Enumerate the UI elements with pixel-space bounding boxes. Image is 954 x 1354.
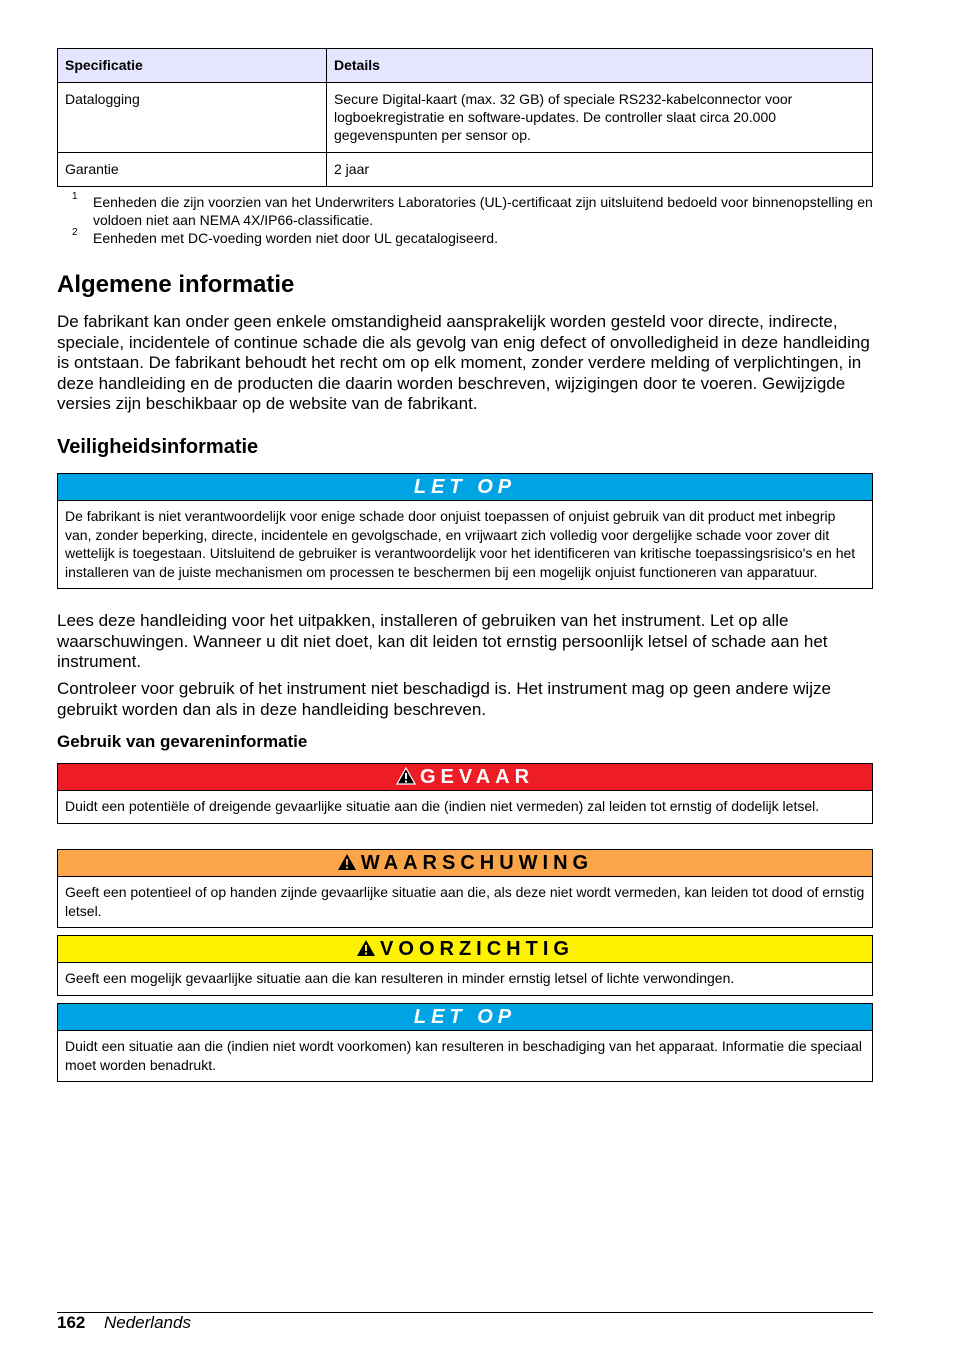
warning-box: [57, 849, 873, 928]
safety-paragraph: Controleer voor gebruik of het instrument niet beschadigd is. Het instrument mag op geen andere wijze gebruikt worden dan als in deze handleiding beschreven.: [57, 679, 831, 719]
caution-box: [57, 935, 873, 996]
warning-title: WAARSCHUWING: [360, 852, 594, 874]
warning-triangle-icon: [396, 767, 416, 785]
section-heading-hazard: Gebruik van gevareninformatie: [57, 732, 308, 751]
section-heading-safety: Veiligheidsinformatie: [57, 436, 259, 458]
notice-header: LET OP: [58, 1004, 872, 1031]
table-header-cell: Details: [327, 49, 873, 83]
footnote-text: Eenheden met DC-voeding worden niet door UL gecatalogiseerd.: [93, 230, 498, 246]
footnote-text: Eenheden die zijn voorzien van het Underwriters Laboratories (UL)-certificaat zijn uitsluitend bedoeld voor binnenopstelling en voldoen niet aan NEMA 4X/IP66-classificatie.: [93, 194, 873, 228]
notice-text: De fabrikant is niet verantwoordelijk voor enige schade door onjuist toepassen of onjuist gebruik van dit product met inbegrip van, zonder beperking, directe, incidentele en gevolgschade, en vrijwaart zich volledig voor dergelijke schade voor zover dit wettelijk is toegestaan. Uitsluitend de gebruiker is verantwoordelijk voor het identificeren van kritische toepassingsrisico's en het installeren van de juiste mechanismen om processen te beschermen bij een mogelijk onjuist functioneren van apparatuur.: [65, 508, 856, 580]
table-cell: Garantie: [58, 153, 327, 187]
general-paragraph: De fabrikant kan onder geen enkele omstandigheid aansprakelijk worden gesteld voor directe, indirecte, speciale, incidentele of continue schade die als gevolg van enig defect of onvolledigheid in deze handleiding is ontstaan. De fabrikant behoudt het recht om op elk moment, zonder verdere melding of verplichtingen, in deze handleiding en de producten die daarin worden beschreven, wijzigingen door te voeren. Gewijzigde versies zijn beschikbaar op de website van de fabrikant.: [57, 312, 870, 414]
table-cell: Datalogging: [58, 83, 327, 153]
table-header-row: [58, 49, 873, 83]
warning-text: Geeft een potentieel of op handen zijnde gevaarlijke situatie aan die, als deze niet wordt vermeden, kan leiden tot dood of ernstig letsel.: [65, 884, 865, 919]
table-cell: 2 jaar: [327, 153, 873, 187]
footnote: [57, 193, 873, 229]
warning-header: [58, 850, 872, 877]
table-row: [58, 153, 873, 187]
footnote: [57, 229, 873, 247]
notice-header: LET OP: [58, 474, 872, 501]
footer-language: Nederlands: [104, 1313, 191, 1332]
footnote-number: 2: [72, 227, 78, 238]
footnote-number: 1: [72, 191, 78, 202]
footnotes: [57, 193, 873, 247]
warning-triangle-icon: [356, 939, 376, 957]
table-cell: Secure Digital-kaart (max. 32 GB) of speciale RS232-kabelconnector voor logboekregistratie en software-updates. De controller slaat circa 20.000 gegevenspunten per sensor op.: [327, 83, 873, 153]
danger-box: [57, 763, 873, 824]
notice-box: [57, 473, 873, 589]
caution-text: Geeft een mogelijk gevaarlijke situatie aan die kan resulteren in minder ernstig letsel of lichte verwondingen.: [65, 970, 735, 986]
danger-title: GEVAAR: [419, 766, 535, 788]
danger-text: Duidt een potentiële of dreigende gevaarlijke situatie aan die (indien niet vermeden) zal leiden tot ernstig of dodelijk letsel.: [65, 798, 820, 814]
section-heading-general: Algemene informatie: [57, 271, 295, 298]
notice-text: Duidt een situatie aan die (indien niet wordt voorkomen) kan resulteren in beschadiging van het apparaat. Informatie die speciaal moet worden benadrukt.: [65, 1038, 862, 1073]
page-number: 162: [57, 1313, 86, 1332]
warning-triangle-icon: [337, 853, 357, 871]
safety-paragraph: Lees deze handleiding voor het uitpakken, installeren of gebruiken van het instrument. Let op alle waarschuwingen. Wanneer u dit niet doet, kan dit leiden tot ernstig persoonlijk letsel of schade aan het instrument.: [57, 611, 828, 672]
table-header-cell: Specificatie: [58, 49, 327, 83]
danger-header: [58, 764, 872, 791]
specification-table: [57, 48, 873, 187]
caution-header: [58, 936, 872, 963]
caution-title: VOORZICHTIG: [380, 938, 574, 960]
notice-box: [57, 1003, 873, 1082]
table-row: [58, 83, 873, 153]
